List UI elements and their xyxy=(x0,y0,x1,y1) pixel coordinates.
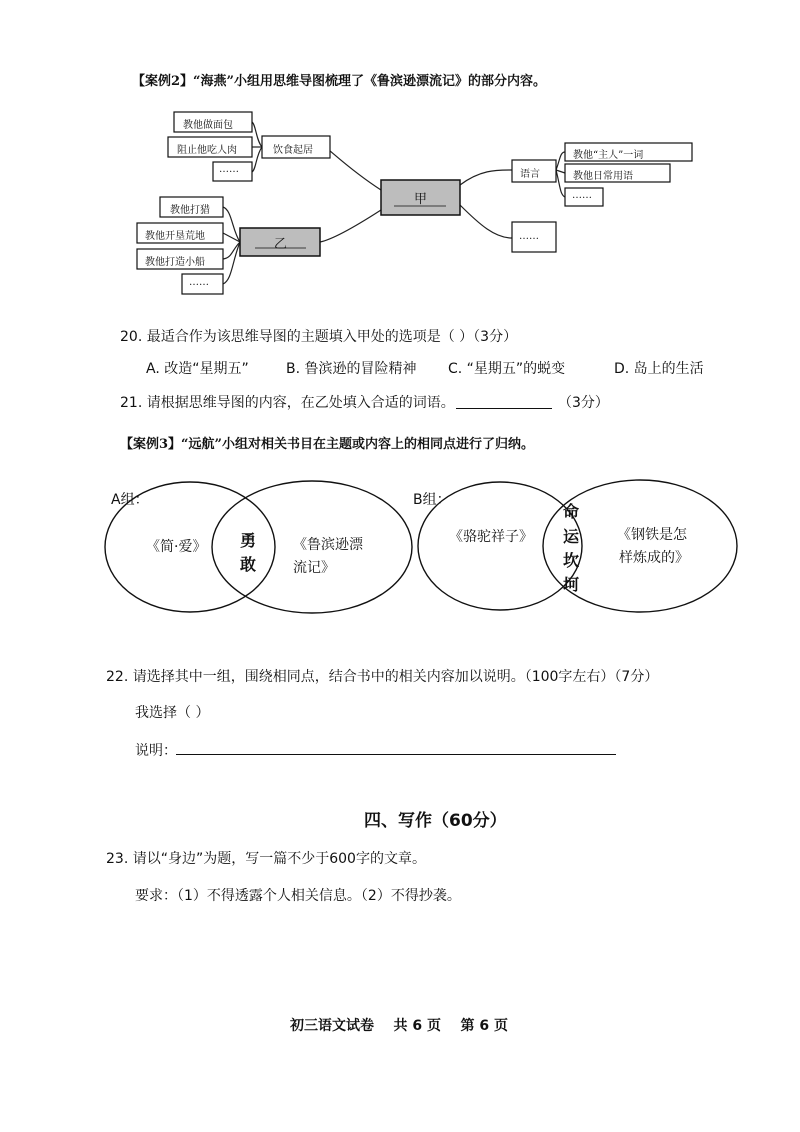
q22-answer-line[interactable] xyxy=(176,738,616,755)
venn-b-right-2: 样炼成的》 xyxy=(619,550,689,566)
question-22: 22. 请选择其中一组，围绕相同点，结合书中的相关内容加以说明。（100字左右）（7分） xyxy=(106,669,659,685)
venn-a-right-2: 流记》 xyxy=(293,560,335,576)
case2-title: 【案例2】“海燕”小组用思维导图梳理了《鲁滨逊漂流记》的部分内容。 xyxy=(132,74,547,89)
q22-explain-label: 说明： xyxy=(135,743,177,759)
venn-b-common-3: 坎 xyxy=(563,551,580,570)
q21-score: （3分） xyxy=(558,395,609,411)
venn-a-common-2: 敢 xyxy=(240,555,257,574)
mindmap-item: 教他开垦荒地 xyxy=(145,231,205,242)
venn-b-common-1: 命 xyxy=(563,502,580,521)
mindmap-item: 教他“主人”一词 xyxy=(573,150,644,161)
section-4-title: 四、写作（60分） xyxy=(364,811,507,831)
mindmap-item: …… xyxy=(189,277,209,288)
q21-answer-blank[interactable] xyxy=(456,393,552,409)
q20-option-b: B. 鲁滨逊的冒险精神 xyxy=(286,361,417,377)
mindmap-item: 教他打造小船 xyxy=(145,257,205,268)
q22-choose: 我选择（ ） xyxy=(135,705,210,721)
question-23: 23. 请以“身边”为题，写一篇不少于600字的文章。 xyxy=(106,851,426,867)
q20-option-d: D. 岛上的生活 xyxy=(614,361,704,377)
q23-requirements: 要求：（1）不得透露个人相关信息。（2）不得抄袭。 xyxy=(135,888,461,904)
mindmap-topic-yi: 乙 xyxy=(274,237,288,252)
venn-b-right-1: 《钢铁是怎 xyxy=(617,527,687,543)
mindmap-center-label: 甲 xyxy=(414,192,428,207)
case3-title: 【案例3】“远航”小组对相关书目在主题或内容上的相同点进行了归纳。 xyxy=(120,437,535,452)
mindmap-topic: 语言 xyxy=(520,169,540,180)
mindmap-item: …… xyxy=(572,190,592,201)
venn-a-left: 《简·爱》 xyxy=(146,539,207,555)
mindmap-item: 教他做面包 xyxy=(183,120,233,131)
venn-b-label: B组： xyxy=(413,492,451,508)
mindmap-item: 阻止他吃人肉 xyxy=(177,145,237,156)
venn-b-left: 《骆驼祥子》 xyxy=(449,529,533,545)
mindmap-topic: …… xyxy=(519,231,539,242)
page-footer: 初三语文试卷 共 6 页 第 6 页 xyxy=(290,1018,508,1034)
q20-option-a: A. 改造“星期五” xyxy=(146,361,249,377)
mindmap-topic: 饮食起居 xyxy=(273,145,313,156)
venn-b-common-2: 运 xyxy=(563,527,580,546)
venn-a-right-1: 《鲁滨逊漂 xyxy=(293,537,363,553)
mindmap-item: …… xyxy=(219,164,239,175)
mindmap-item: 教他打猎 xyxy=(170,205,210,216)
q20-option-c: C. “星期五”的蜕变 xyxy=(448,361,566,377)
venn-b-common-4: 坷 xyxy=(563,575,580,594)
venn-a-common-1: 勇 xyxy=(240,531,257,550)
venn-a-label: A组： xyxy=(111,492,149,508)
question-21: 21. 请根据思维导图的内容，在乙处填入合适的词语。 xyxy=(120,395,455,411)
mindmap-item: 教他日常用语 xyxy=(573,171,633,182)
question-20: 20. 最适合作为该思维导图的主题填入甲处的选项是（ ）（3分） xyxy=(120,329,518,345)
